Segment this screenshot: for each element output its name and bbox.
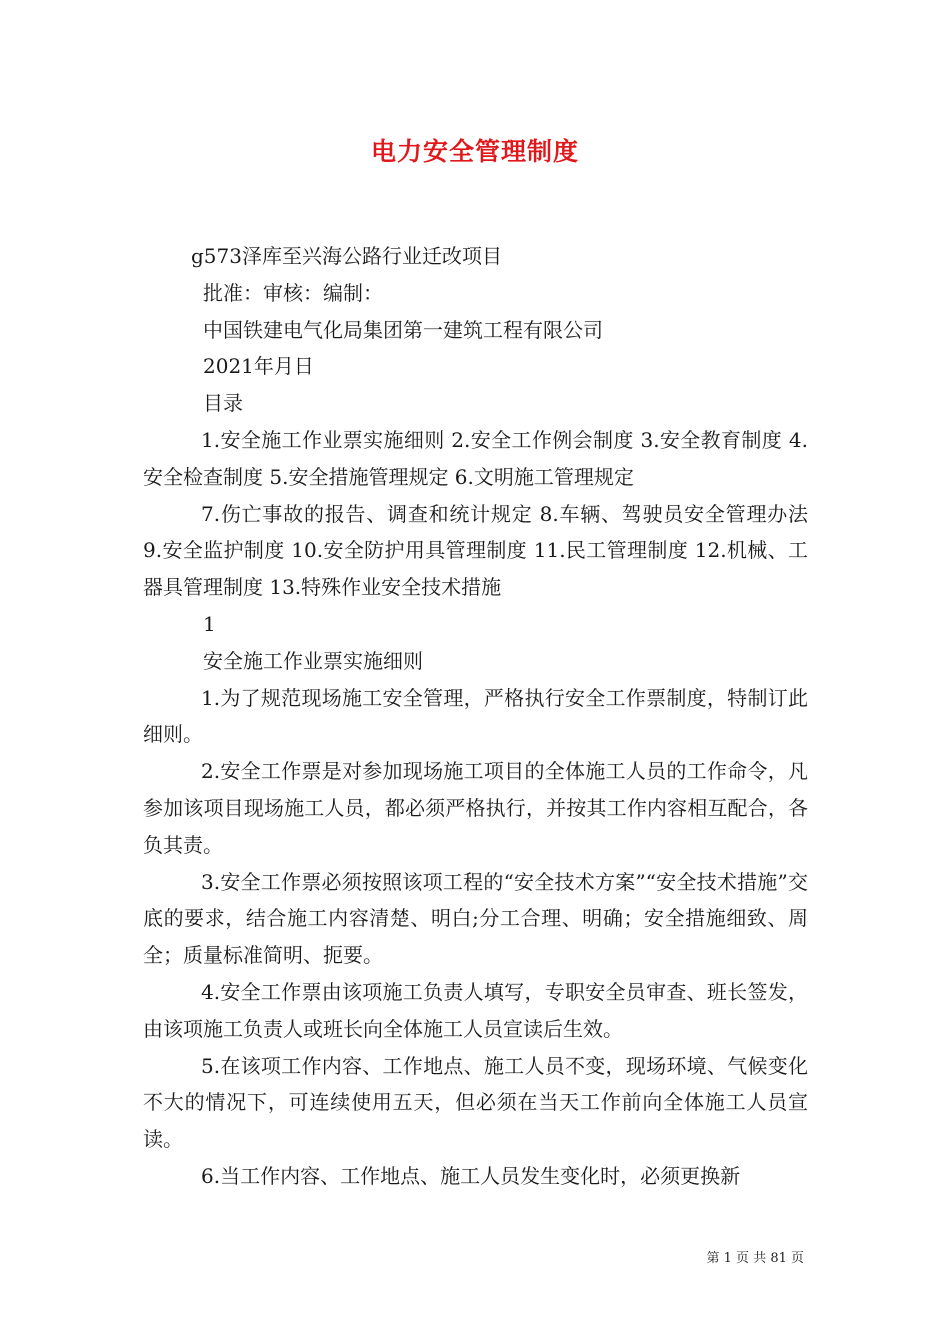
- clause-4: 4.安全工作票由该项施工负责人填写，专职安全员审查、班长签发，由该项施工负责人或班长向全体施工人员宣读后生效。: [143, 979, 808, 1041]
- toc-entries-1: 1.安全施工作业票实施细则 2.安全工作例会制度 3.安全教育制度 4.安全检查制度 5.安全措施管理规定 6.文明施工管理规定: [143, 427, 808, 489]
- section-heading: 安全施工作业票实施细则: [203, 648, 423, 673]
- clause-2: 2.安全工作票是对参加现场施工项目的全体施工人员的工作命令，凡参加该项目现场施工人员，都必须严格执行，并按其工作内容相互配合，各负其责。: [143, 759, 808, 857]
- page-number: 第 1 页 共 81 页: [706, 1251, 804, 1266]
- document-title: 电力安全管理制度: [370, 137, 579, 166]
- clause-3: 3.安全工作票必须按照该项工程的“安全技术方案”“安全技术措施”交底的要求，结合施工内容清楚、明白;分工合理、明确；安全措施细致、周全；质量标准简明、扼要。: [143, 869, 808, 968]
- company-name: 中国铁建电气化局集团第一建筑工程有限公司: [203, 317, 603, 342]
- clause-5: 5.在该项工作内容、工作地点、施工人员不变，现场环境、气候变化不大的情况下，可连续使用五天，但必须在当天工作前向全体施工人员宣读。: [143, 1053, 808, 1152]
- clause-6: 6.当工作内容、工作地点、施工人员发生变化时，必须更换新: [201, 1163, 741, 1188]
- toc-heading: 目录: [203, 391, 243, 416]
- date-line: 2021年月日: [203, 354, 314, 379]
- clause-1: 1.为了规范现场施工安全管理，严格执行安全工作票制度，特制订此细则。: [143, 685, 808, 747]
- toc-entries-2: 7.伤亡事故的报告、调查和统计规定 8.车辆、驾驶员安全管理办法 9.安全监护制度 10.安全防护用具管理制度 11.民工管理制度 12.机械、工器具管理制度 13.特殊作业安全技术措施: [143, 501, 808, 600]
- document-body: [143, 238, 808, 1195]
- approval-line: 批准：审核：编制：: [203, 280, 383, 305]
- project-name: g573泽库至兴海公路行业迁改项目: [191, 244, 502, 268]
- section-number: 1: [203, 611, 216, 636]
